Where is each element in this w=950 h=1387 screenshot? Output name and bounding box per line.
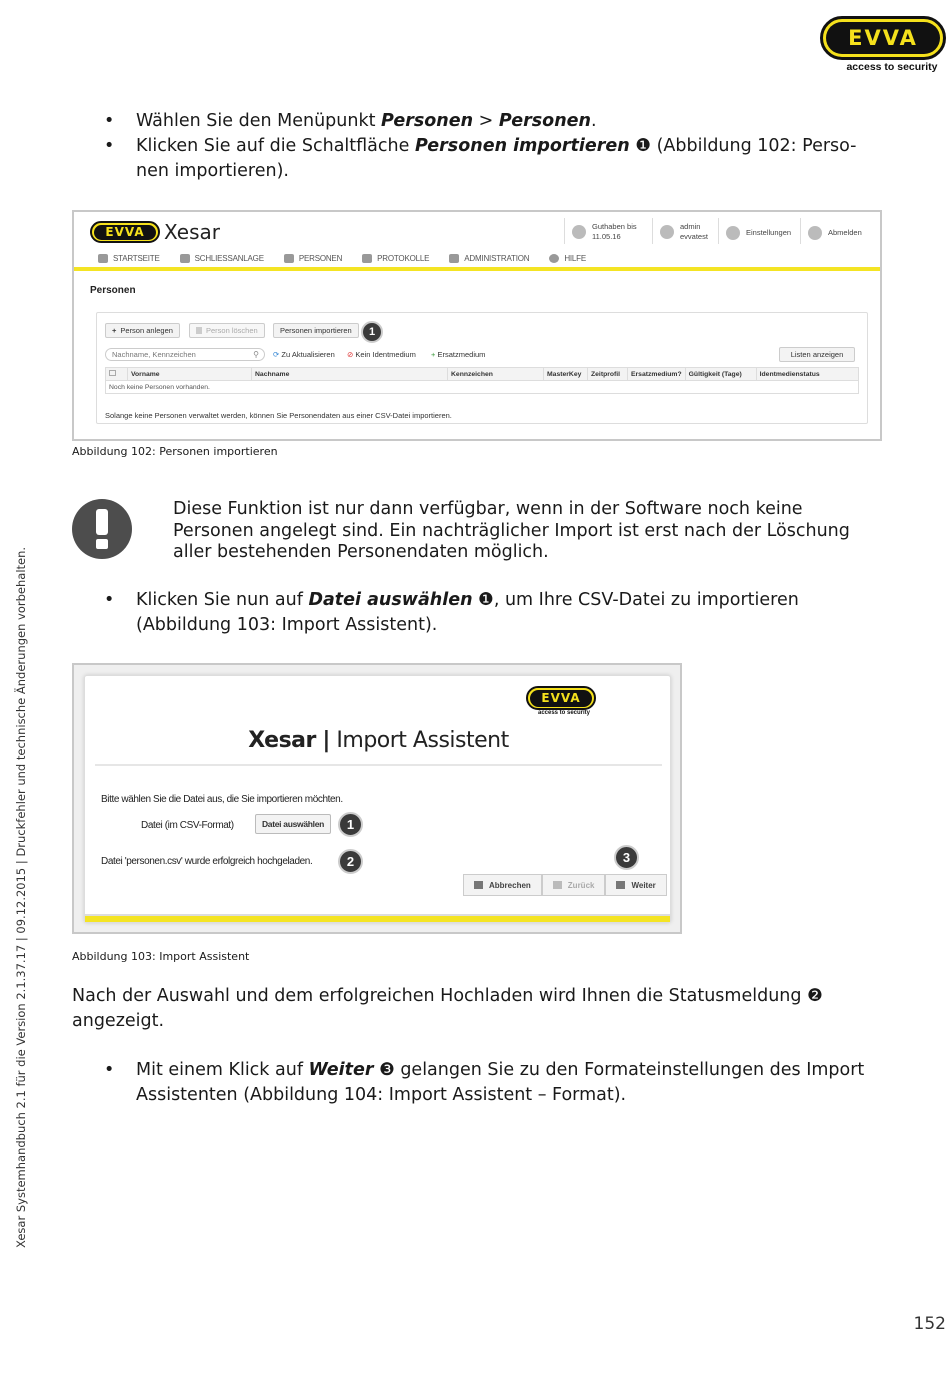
filter-label: Zu Aktualisieren (281, 350, 335, 359)
filter-to-update[interactable] (273, 350, 335, 359)
step-text: Klicken Sie auf die Schaltfläche (136, 136, 415, 156)
user-icon (660, 225, 674, 239)
import-persons-button[interactable] (273, 323, 359, 338)
nav-label: STARTSEITE (113, 253, 160, 263)
step-emphasis: Datei auswählen (308, 590, 473, 610)
header-divider (652, 218, 653, 244)
replacement-icon: + (431, 350, 436, 359)
file-field-label: Datei (im CSV-Format) (141, 820, 234, 831)
empty-table-message: Noch keine Personen vorhanden. (106, 381, 859, 394)
paragraph-text-end: angezeigt. (72, 1011, 165, 1031)
table-header-row (106, 368, 859, 381)
step-emphasis: Personen (381, 111, 474, 131)
search-placeholder: Nachname, Kennzeichen (112, 350, 196, 359)
dialog-logo-tagline: access to security (537, 710, 591, 716)
step-emphasis: Personen (498, 111, 591, 131)
logout-label: Abmelden (828, 228, 862, 237)
user-text (680, 222, 708, 242)
settings-label: Einstellungen (746, 228, 792, 237)
page-title: Personen (90, 285, 136, 296)
side-footer-text: Xesar Systemhandbuch 2.1 für die Version 2.1.37.17 | 09.12.2015 | Druckfehler und technische Änderungen vorbehalten. (14, 546, 28, 1248)
persons-panel (96, 312, 868, 424)
callout-badge-2: 2 (338, 849, 363, 874)
exclamation-glyph (94, 509, 110, 549)
dialog-title-text: Import Assistent (336, 728, 509, 753)
show-lists-button[interactable] (779, 347, 855, 362)
step-text: Wählen Sie den Menüpunkt (136, 111, 382, 131)
step-item (104, 1058, 884, 1108)
nav-startseite[interactable] (98, 254, 160, 263)
screenshot-personen (72, 210, 882, 441)
user-menu[interactable] (660, 222, 708, 242)
figure-caption-103: Abbildung 103: Import Assistent (72, 950, 250, 963)
forward-arrow-icon (616, 881, 625, 889)
filter-no-media[interactable] (347, 350, 416, 359)
step-marker: ❸ (379, 1060, 395, 1080)
dialog-logo-badge (526, 686, 596, 710)
search-icon: ⚲ (253, 350, 259, 359)
next-button[interactable] (605, 874, 666, 896)
filter-replacement[interactable] (431, 350, 485, 359)
page-number: 152 (913, 1314, 946, 1334)
credit-info (572, 222, 637, 242)
cancel-button[interactable] (463, 874, 542, 896)
callout-badge-1: 1 (338, 812, 363, 837)
logout-link[interactable] (808, 226, 862, 240)
paragraph-text: Nach der Auswahl und dem erfolgreichen Hochladen wird Ihnen die Statusmeldung (72, 986, 802, 1006)
column-header[interactable]: Identmedienstatus (756, 368, 858, 381)
filter-label: Ersatzmedium (437, 350, 486, 359)
credit-date: 11.05.16 (592, 232, 621, 241)
step-text: (Abbildung 102: Perso-nen importieren). (136, 136, 857, 181)
file-prompt: Bitte wählen Sie die Datei aus, die Sie importieren möchten. (101, 794, 343, 805)
import-info-text: Solange keine Personen verwaltet werden, können Sie Personendaten aus einer CSV-Datei importieren. (105, 411, 452, 420)
select-column-header[interactable] (106, 368, 128, 381)
step-item (104, 134, 884, 184)
app-logo (90, 220, 220, 244)
step-text: , um Ihre CSV-Datei zu importieren (Abbildung 103: Import Assistent). (136, 590, 799, 635)
column-header[interactable]: Zeitprofil (588, 368, 628, 381)
column-header[interactable]: Vorname (128, 368, 252, 381)
step-item (104, 588, 884, 638)
search-input[interactable] (105, 348, 265, 361)
nav-hilfe[interactable] (549, 254, 586, 263)
column-header[interactable]: MasterKey (544, 368, 588, 381)
lock-icon (180, 254, 190, 263)
nav-schliessanlage[interactable] (180, 254, 264, 263)
gear-icon (726, 226, 740, 240)
steps-list-1 (104, 109, 884, 184)
import-assistant-dialog (84, 675, 671, 923)
nav-label: SCHLIESSANLAGE (194, 253, 264, 263)
note-text: Diese Funktion ist nur dann verfügbar, wenn in der Software noch keine Personen angelegt sind. Ein nachträglicher Import ist erst nach der Löschung aller bestehenden Personendaten möglich. (173, 499, 850, 562)
divider (95, 764, 662, 766)
trash-icon (196, 327, 202, 334)
evva-logo-badge (820, 16, 946, 60)
back-label: Zurück (567, 880, 595, 890)
no-media-icon: ⊘ (347, 350, 354, 359)
steps-list-2 (104, 588, 884, 638)
figure-caption-102: Abbildung 102: Personen importieren (72, 445, 278, 458)
delete-person-button[interactable] (189, 323, 265, 338)
step-marker: ❶ (478, 590, 494, 610)
nav-label: PROTOKOLLE (377, 253, 430, 263)
people-icon (284, 254, 294, 263)
persons-table (105, 367, 859, 394)
plus-icon: + (112, 326, 117, 335)
table-row (106, 381, 859, 394)
exclamation-icon (72, 499, 132, 559)
settings-link[interactable] (726, 226, 791, 240)
refresh-icon: ⟳ (273, 350, 280, 359)
dialog-logo-text: EVVA (530, 690, 592, 707)
dialog-logo (525, 686, 597, 716)
create-person-label: Person anlegen (120, 326, 173, 335)
header-divider (800, 218, 801, 244)
filter-label: Kein Identmedium (355, 350, 416, 359)
back-button[interactable] (542, 874, 606, 896)
credit-icon (572, 225, 586, 239)
home-icon (98, 254, 108, 263)
step-text: Klicken Sie nun auf (136, 590, 309, 610)
nav-administration[interactable] (449, 254, 529, 263)
close-icon (474, 881, 483, 889)
dialog-title-separator: | (322, 728, 330, 753)
dialog-title-brand: Xesar (248, 728, 316, 753)
cancel-label: Abbrechen (489, 880, 531, 890)
step-text: . (591, 111, 597, 131)
step-item (104, 109, 884, 134)
app-name: Xesar (164, 220, 221, 244)
evva-logo-tagline: access to security (846, 61, 938, 73)
app-logo-badge (90, 221, 160, 243)
logout-icon (808, 226, 822, 240)
choose-file-button[interactable]: Datei auswählen (255, 814, 331, 834)
nav-personen[interactable] (284, 254, 342, 263)
main-nav (74, 249, 880, 271)
admin-icon (449, 254, 459, 263)
screenshot-import-assistant (72, 663, 682, 934)
app-header (74, 212, 880, 248)
step-marker: ❶ (635, 136, 652, 156)
next-label: Weiter (631, 880, 656, 890)
back-arrow-icon (553, 881, 562, 889)
import-persons-label: Personen importieren (280, 326, 352, 335)
paragraph-marker: ❷ (807, 986, 823, 1006)
step-text: > (473, 111, 499, 131)
header-divider (564, 218, 565, 244)
nav-label: ADMINISTRATION (464, 253, 530, 263)
evva-logo-text: EVVA (826, 22, 940, 54)
dialog-footer-bar (85, 914, 670, 922)
dialog-actions (463, 874, 667, 896)
app-logo-text: EVVA (94, 225, 156, 240)
step-text: gelangen Sie zu den Formateinstellungen des Import Assistenten (Abbildung 104: Import Assistent – Format). (136, 1060, 865, 1105)
column-header[interactable]: Nachname (252, 368, 448, 381)
step-emphasis: Weiter (308, 1060, 374, 1080)
credit-text (592, 222, 637, 242)
header-divider (718, 218, 719, 244)
user-name: admin (680, 222, 701, 231)
callout-badge-3: 3 (614, 845, 639, 870)
upload-status-message: Datei 'personen.csv' wurde erfolgreich hochgeladen. (101, 856, 313, 867)
dialog-title (85, 728, 672, 753)
nav-protokolle[interactable] (362, 254, 429, 263)
step-emphasis: Personen importieren (414, 136, 630, 156)
document-icon (362, 254, 372, 263)
status-paragraph (72, 984, 852, 1034)
credit-label: Guthaben bis (592, 222, 637, 231)
column-header[interactable]: Ersatzmedium? (628, 368, 686, 381)
show-lists-label: Listen anzeigen (790, 350, 844, 359)
delete-person-label: Person löschen (206, 326, 258, 335)
help-icon (549, 254, 559, 263)
column-header[interactable]: Gültigkeit (Tage) (685, 368, 756, 381)
create-person-button[interactable] (105, 323, 180, 338)
callout-badge-1: 1 (361, 321, 383, 343)
grid-icon (109, 370, 116, 376)
column-header[interactable]: Kennzeichen (448, 368, 544, 381)
user-id: evvatest (680, 232, 708, 241)
evva-logo (820, 16, 946, 73)
nav-label: PERSONEN (298, 253, 343, 263)
steps-list-3 (104, 1058, 884, 1108)
nav-label: HILFE (564, 253, 587, 263)
step-text: Mit einem Klick auf (136, 1060, 309, 1080)
